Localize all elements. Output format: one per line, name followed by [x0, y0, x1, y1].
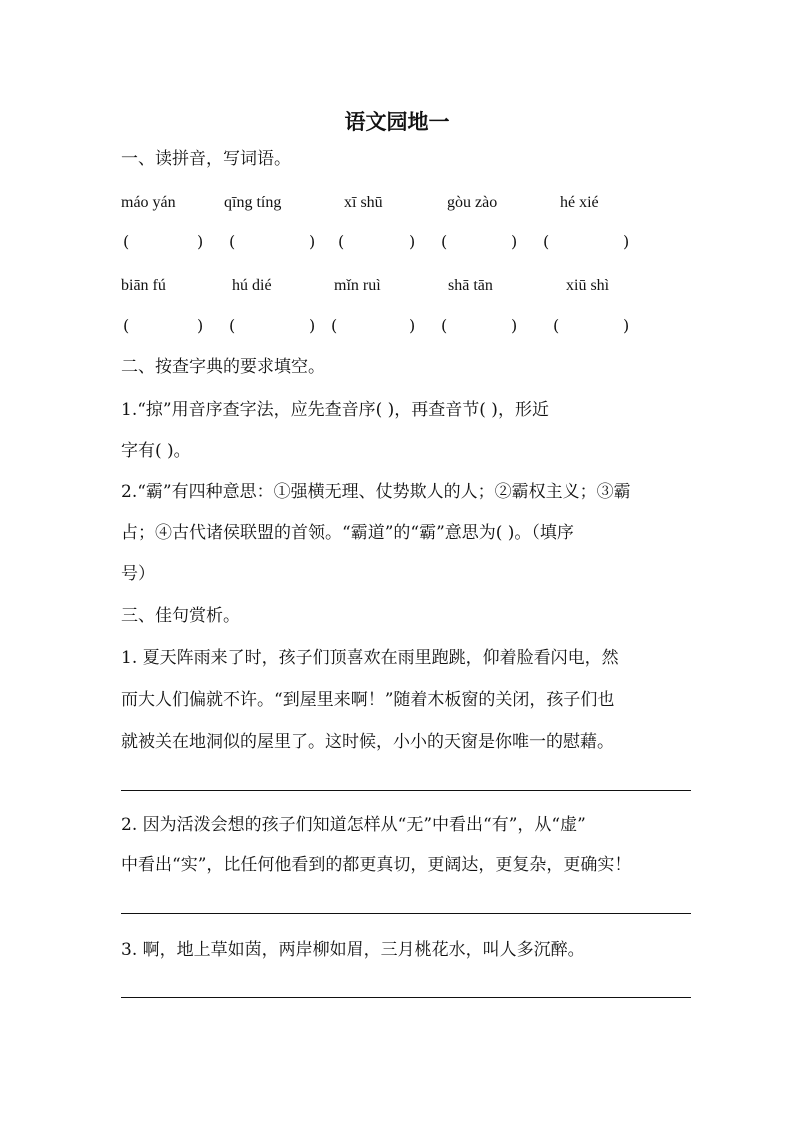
blank-open-paren: (: [123, 232, 130, 251]
pinyin-word: gòu zào: [447, 194, 498, 211]
blank-close-paren: ): [309, 232, 316, 251]
pinyin-word: máo yán: [121, 194, 176, 211]
question-2-1-line-1: 1.“掠”用音序查字法，应先查音序( )，再查音节( )，形近: [121, 400, 549, 420]
pinyin-word: hú dié: [232, 277, 272, 294]
blank-open-paren: (: [553, 316, 560, 335]
section-3-heading: 三、佳句赏析。: [121, 606, 240, 626]
blank-close-paren: ): [309, 316, 316, 335]
pinyin-word: xiū shì: [566, 277, 610, 294]
blank-close-paren: ): [623, 232, 630, 251]
question-2-2-line-2: 占；④古代诸侯联盟的首领。“霸道”的“霸”意思为( )。（填序: [121, 523, 574, 543]
question-3-3-line-1: 3. 啊，地上草如茵，两岸柳如眉，三月桃花水，叫人多沉醉。: [121, 940, 585, 960]
answer-line: [121, 790, 691, 791]
question-3-1-line-1: 1. 夏天阵雨来了时，孩子们顶喜欢在雨里跑跳，仰着脸看闪电，然: [121, 648, 619, 668]
question-3-2-line-2: 中看出“实”，比任何他看到的都更真切，更阔达，更复杂，更确实！: [121, 855, 632, 875]
blank-open-paren: (: [229, 316, 236, 335]
answer-line: [121, 997, 691, 998]
blank-close-paren: ): [511, 316, 518, 335]
pinyin-word: qīng tíng: [224, 194, 282, 211]
blank-open-paren: (: [441, 316, 448, 335]
question-2-1-line-2: 字有( )。: [121, 441, 191, 461]
question-3-1-line-3: 就被关在地洞似的屋里了。这时候，小小的天窗是你唯一的慰藉。: [121, 732, 614, 752]
question-2-2-line-1: 2.“霸”有四种意思：①强横无理、仗势欺人的人；②霸权主义；③霸: [121, 482, 631, 502]
document-title: 语文园地一: [344, 110, 450, 134]
blank-open-paren: (: [543, 232, 550, 251]
blank-open-paren: (: [441, 232, 448, 251]
blank-open-paren: (: [331, 316, 338, 335]
question-3-2-line-1: 2. 因为活泼会想的孩子们知道怎样从“无”中看出“有”，从“虚”: [121, 815, 586, 835]
section-2-heading: 二、按查字典的要求填空。: [121, 357, 325, 377]
question-2-2-line-3: 号）: [121, 564, 155, 584]
pinyin-word: xī shū: [344, 194, 383, 211]
answer-line: [121, 913, 691, 914]
pinyin-word: shā tān: [448, 277, 493, 294]
blank-close-paren: ): [197, 232, 204, 251]
pinyin-word: mǐn ruì: [334, 277, 381, 294]
blank-close-paren: ): [197, 316, 204, 335]
pinyin-word: hé xié: [560, 194, 599, 211]
blank-open-paren: (: [338, 232, 345, 251]
blank-open-paren: (: [123, 316, 130, 335]
blank-close-paren: ): [623, 316, 630, 335]
blank-close-paren: ): [511, 232, 518, 251]
question-3-1-line-2: 而大人们偏就不许。“到屋里来啊！”随着木板窗的关闭，孩子们也: [121, 690, 615, 710]
section-1-heading: 一、读拼音，写词语。: [121, 149, 291, 169]
blank-open-paren: (: [229, 232, 236, 251]
blank-close-paren: ): [409, 232, 416, 251]
pinyin-word: biān fú: [121, 277, 166, 294]
blank-close-paren: ): [409, 316, 416, 335]
